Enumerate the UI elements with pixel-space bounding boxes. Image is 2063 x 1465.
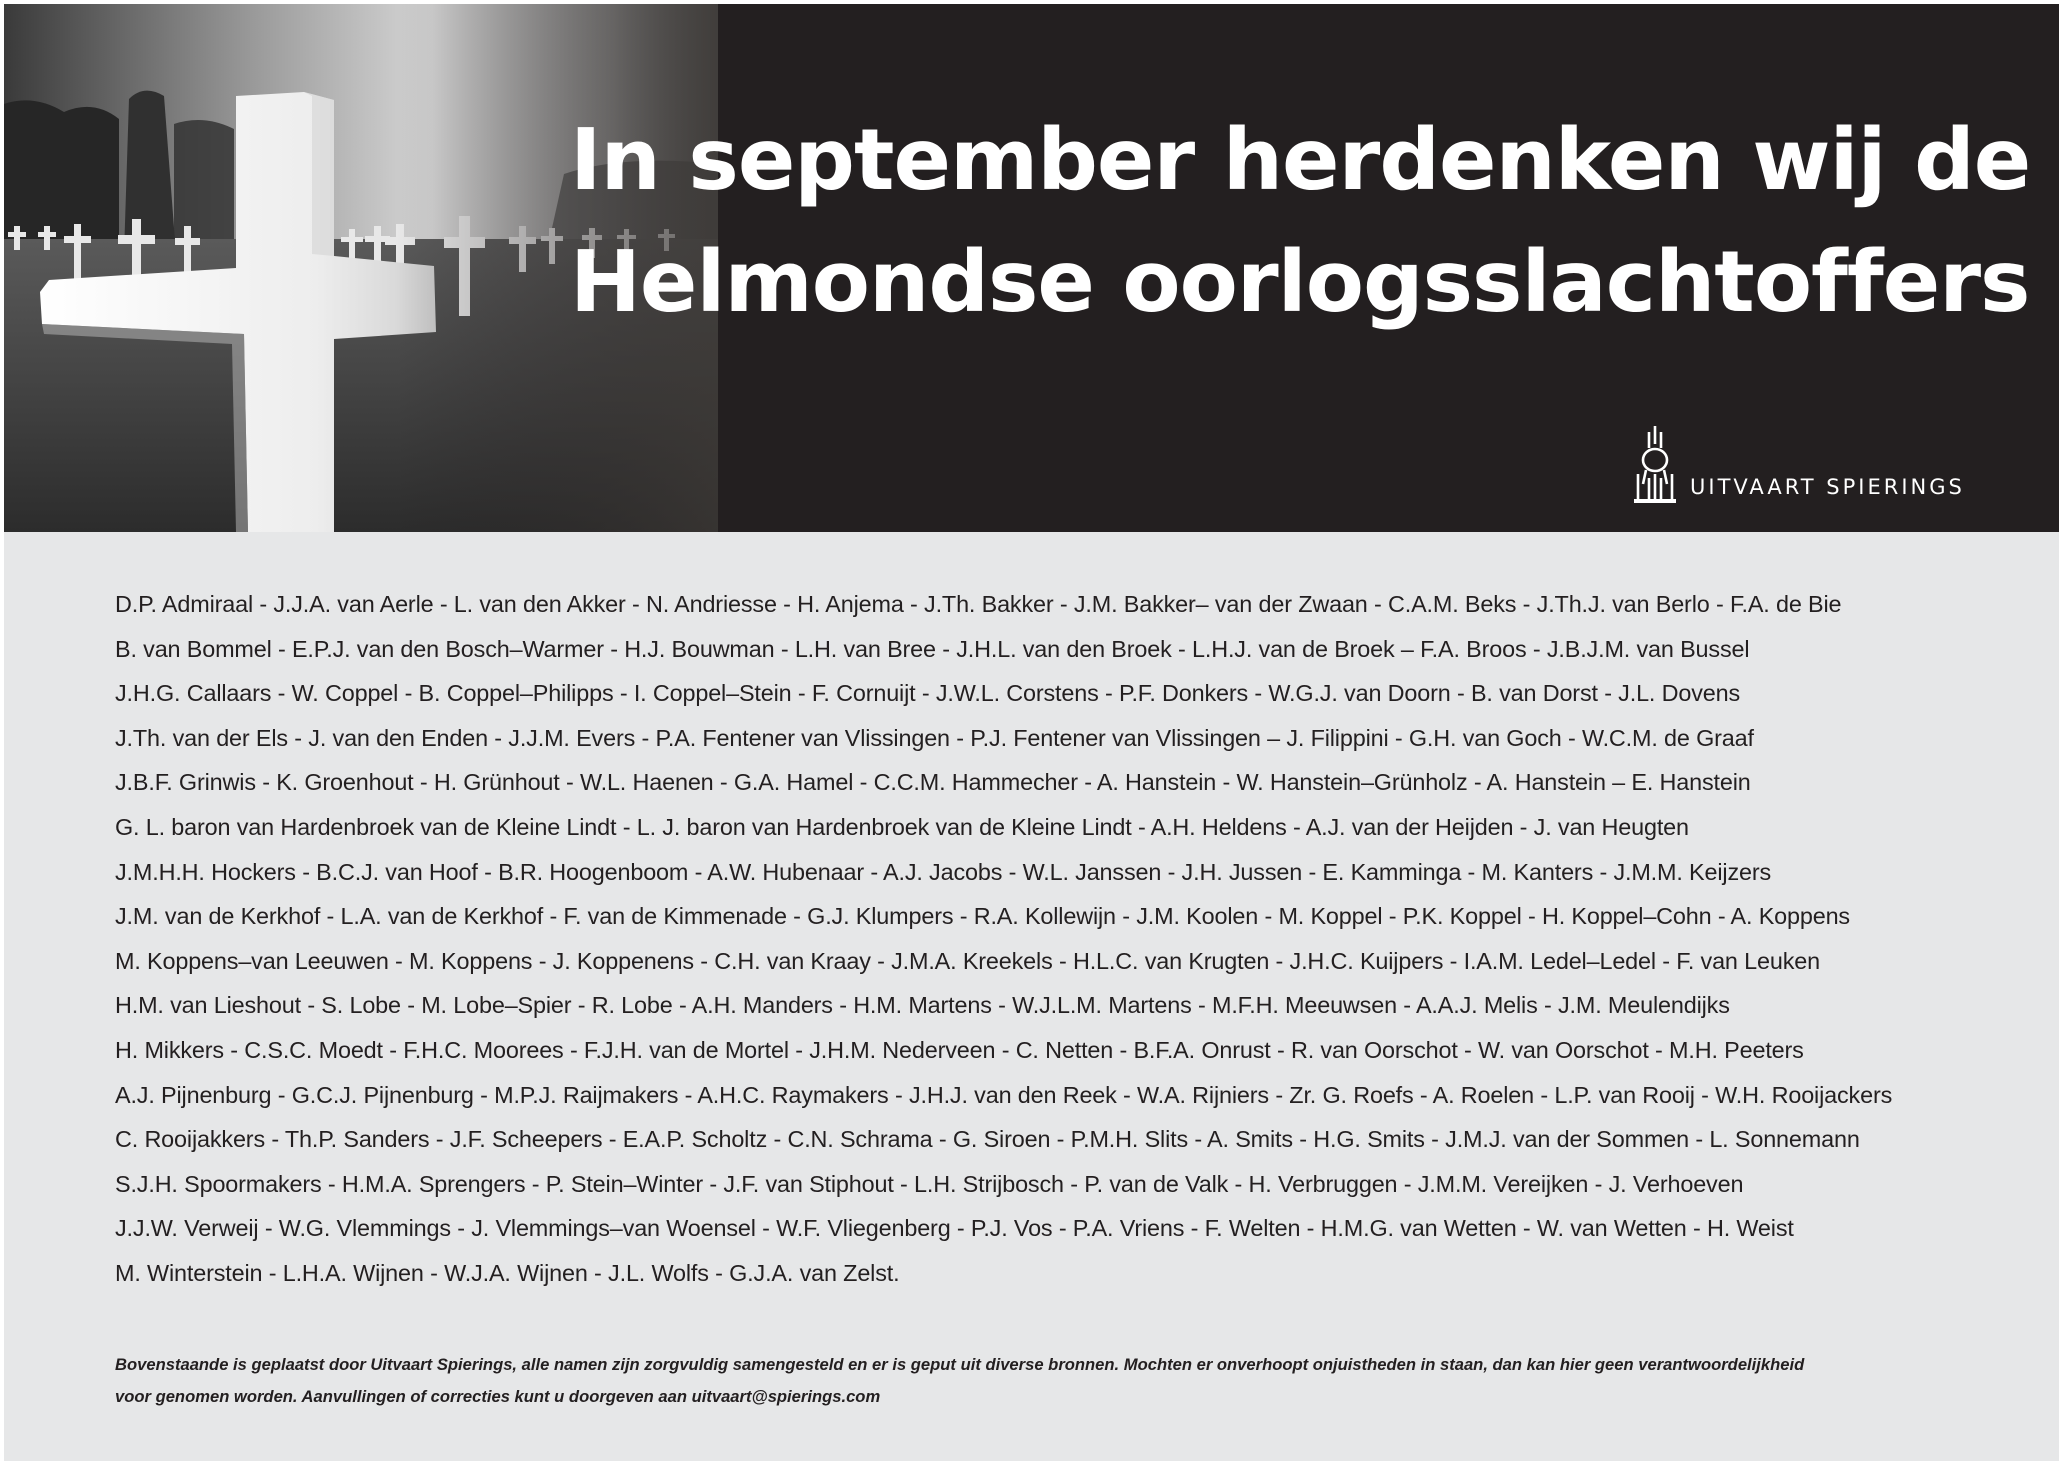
header-banner — [4, 4, 2059, 532]
names-line: J.M.H.H. Hockers - B.C.J. van Hoof - B.R. Hoogenboom - A.W. Hubenaar - A.J. Jacobs - W.L. Janssen - J.H. Jussen - E. Kamminga - M. Kanters - J.M.M. Keijzers — [115, 858, 1772, 885]
names-line: M. Winterstein - L.H.A. Wijnen - W.J.A. Wijnen - J.L. Wolfs - G.J.A. van Zelst. — [115, 1259, 900, 1286]
organ-pipes-logo-icon — [1632, 424, 1678, 504]
names-line: D.P. Admiraal - J.J.A. van Aerle - L. van den Akker - N. Andriesse - H. Anjema - J.Th. Bakker - J.M. Bakker– van der Zwaan - C.A.M. Beks - J.Th.J. van Berlo - F.A. de Bie — [115, 591, 1842, 617]
disclaimer-text — [115, 1349, 2035, 1413]
memorial-advertisement — [4, 4, 2059, 1461]
title-line-2: Helmondse oorlogsslachtoffers — [570, 232, 2030, 331]
victims-names-list — [115, 582, 2035, 1296]
names-line: S.J.H. Spoormakers - H.M.A. Sprengers - P. Stein–Winter - J.F. van Stiphout - L.H. Strijbosch - P. van de Valk - H. Verbruggen - J.M.M. Vereijken - J. Verhoeven — [115, 1170, 1744, 1197]
names-line: J.H.G. Callaars - W. Coppel - B. Coppel–Philipps - I. Coppel–Stein - F. Cornuijt - J.W.L. Corstens - P.F. Donkers - W.G.J. van Doorn - B. van Dorst - J.L. Dovens — [115, 680, 1741, 707]
names-line: J.Th. van der Els - J. van den Enden - J.J.M. Evers - P.A. Fentener van Vlissingen - P.J. Fentener van Vlissingen – J. Filippini - G.H. van Goch - W.C.M. de Graaf — [115, 724, 1754, 751]
names-line: A.J. Pijnenburg - G.C.J. Pijnenburg - M.P.J. Raijmakers - A.H.C. Raymakers - J.H.J. van den Reek - W.A. Rijniers - Zr. G. Roefs - A. Roelen - L.P. van Rooij - W.H. Rooijackers — [115, 1081, 1893, 1108]
names-line: J.J.W. Verweij - W.G. Vlemmings - J. Vlemmings–van Woensel - W.F. Vliegenberg - P.J. Vos - P.A. Vriens - F. Welten - H.M.G. van Wetten - W. van Wetten - H. Weist — [115, 1215, 1794, 1242]
names-line: G. L. baron van Hardenbroek van de Kleine Lindt - L. J. baron van Hardenbroek van de Kleine Lindt - A.H. Heldens - A.J. van der Heijden - J. van Heugten — [115, 813, 1689, 840]
names-line: H. Mikkers - C.S.C. Moedt - F.H.C. Moorees - F.J.H. van de Mortel - J.H.M. Nederveen - C. Netten - B.F.A. Onrust - R. van Oorschot - W. van Oorschot - M.H. Peeters — [115, 1036, 1804, 1063]
names-line: B. van Bommel - E.P.J. van den Bosch–Warmer - H.J. Bouwman - L.H. van Bree - J.H.L. van den Broek - L.H.J. van de Broek – F.A. Broos - J.B.J.M. van Bussel — [115, 635, 1750, 662]
disclaimer-line-1: Bovenstaande is geplaatst door Uitvaart Spierings, alle namen zijn zorgvuldig samengesteld en er is geput uit diverse bronnen. Mochten er onverhoopt onjuistheden in staan, dan kan hier geen verantwoordelijkheid — [115, 1355, 1805, 1374]
names-line: H.M. van Lieshout - S. Lobe - M. Lobe–Spier - R. Lobe - A.H. Manders - H.M. Martens - W.J.L.M. Martens - M.F.H. Meeuwsen - A.A.J. Melis - J.M. Meulendijks — [115, 992, 1730, 1019]
page-title — [570, 99, 2030, 343]
names-line: C. Rooijakkers - Th.P. Sanders - J.F. Scheepers - E.A.P. Scholtz - C.N. Schrama - G. Siroen - P.M.H. Slits - A. Smits - H.G. Smits - J.M.J. van der Sommen - L. Sonnemann — [115, 1126, 1860, 1153]
names-line: J.M. van de Kerkhof - L.A. van de Kerkhof - F. van de Kimmenade - G.J. Klumpers - R.A. Kollewijn - J.M. Koolen - M. Koppel - P.K. Koppel - H. Koppel–Cohn - A. Koppens — [115, 903, 1850, 930]
names-line: J.B.F. Grinwis - K. Groenhout - H. Grünhout - W.L. Haenen - G.A. Hamel - C.C.M. Hammecher - A. Hanstein - W. Hanstein–Grünholz - A. Hanstein – E. Hanstein — [115, 769, 1751, 796]
brand-name: UITVAART SPIERINGS — [1690, 475, 1965, 499]
title-line-1: In september herdenken wij de — [570, 110, 2031, 209]
disclaimer-line-2: voor genomen worden. Aanvullingen of correcties kunt u doorgeven aan uitvaart@spierings.com — [115, 1387, 881, 1406]
names-line: M. Koppens–van Leeuwen - M. Koppens - J. Koppenens - C.H. van Kraay - J.M.A. Kreekels - H.L.C. van Krugten - J.H.C. Kuijpers - I.A.M. Ledel–Ledel - F. van Leuken — [115, 947, 1820, 974]
